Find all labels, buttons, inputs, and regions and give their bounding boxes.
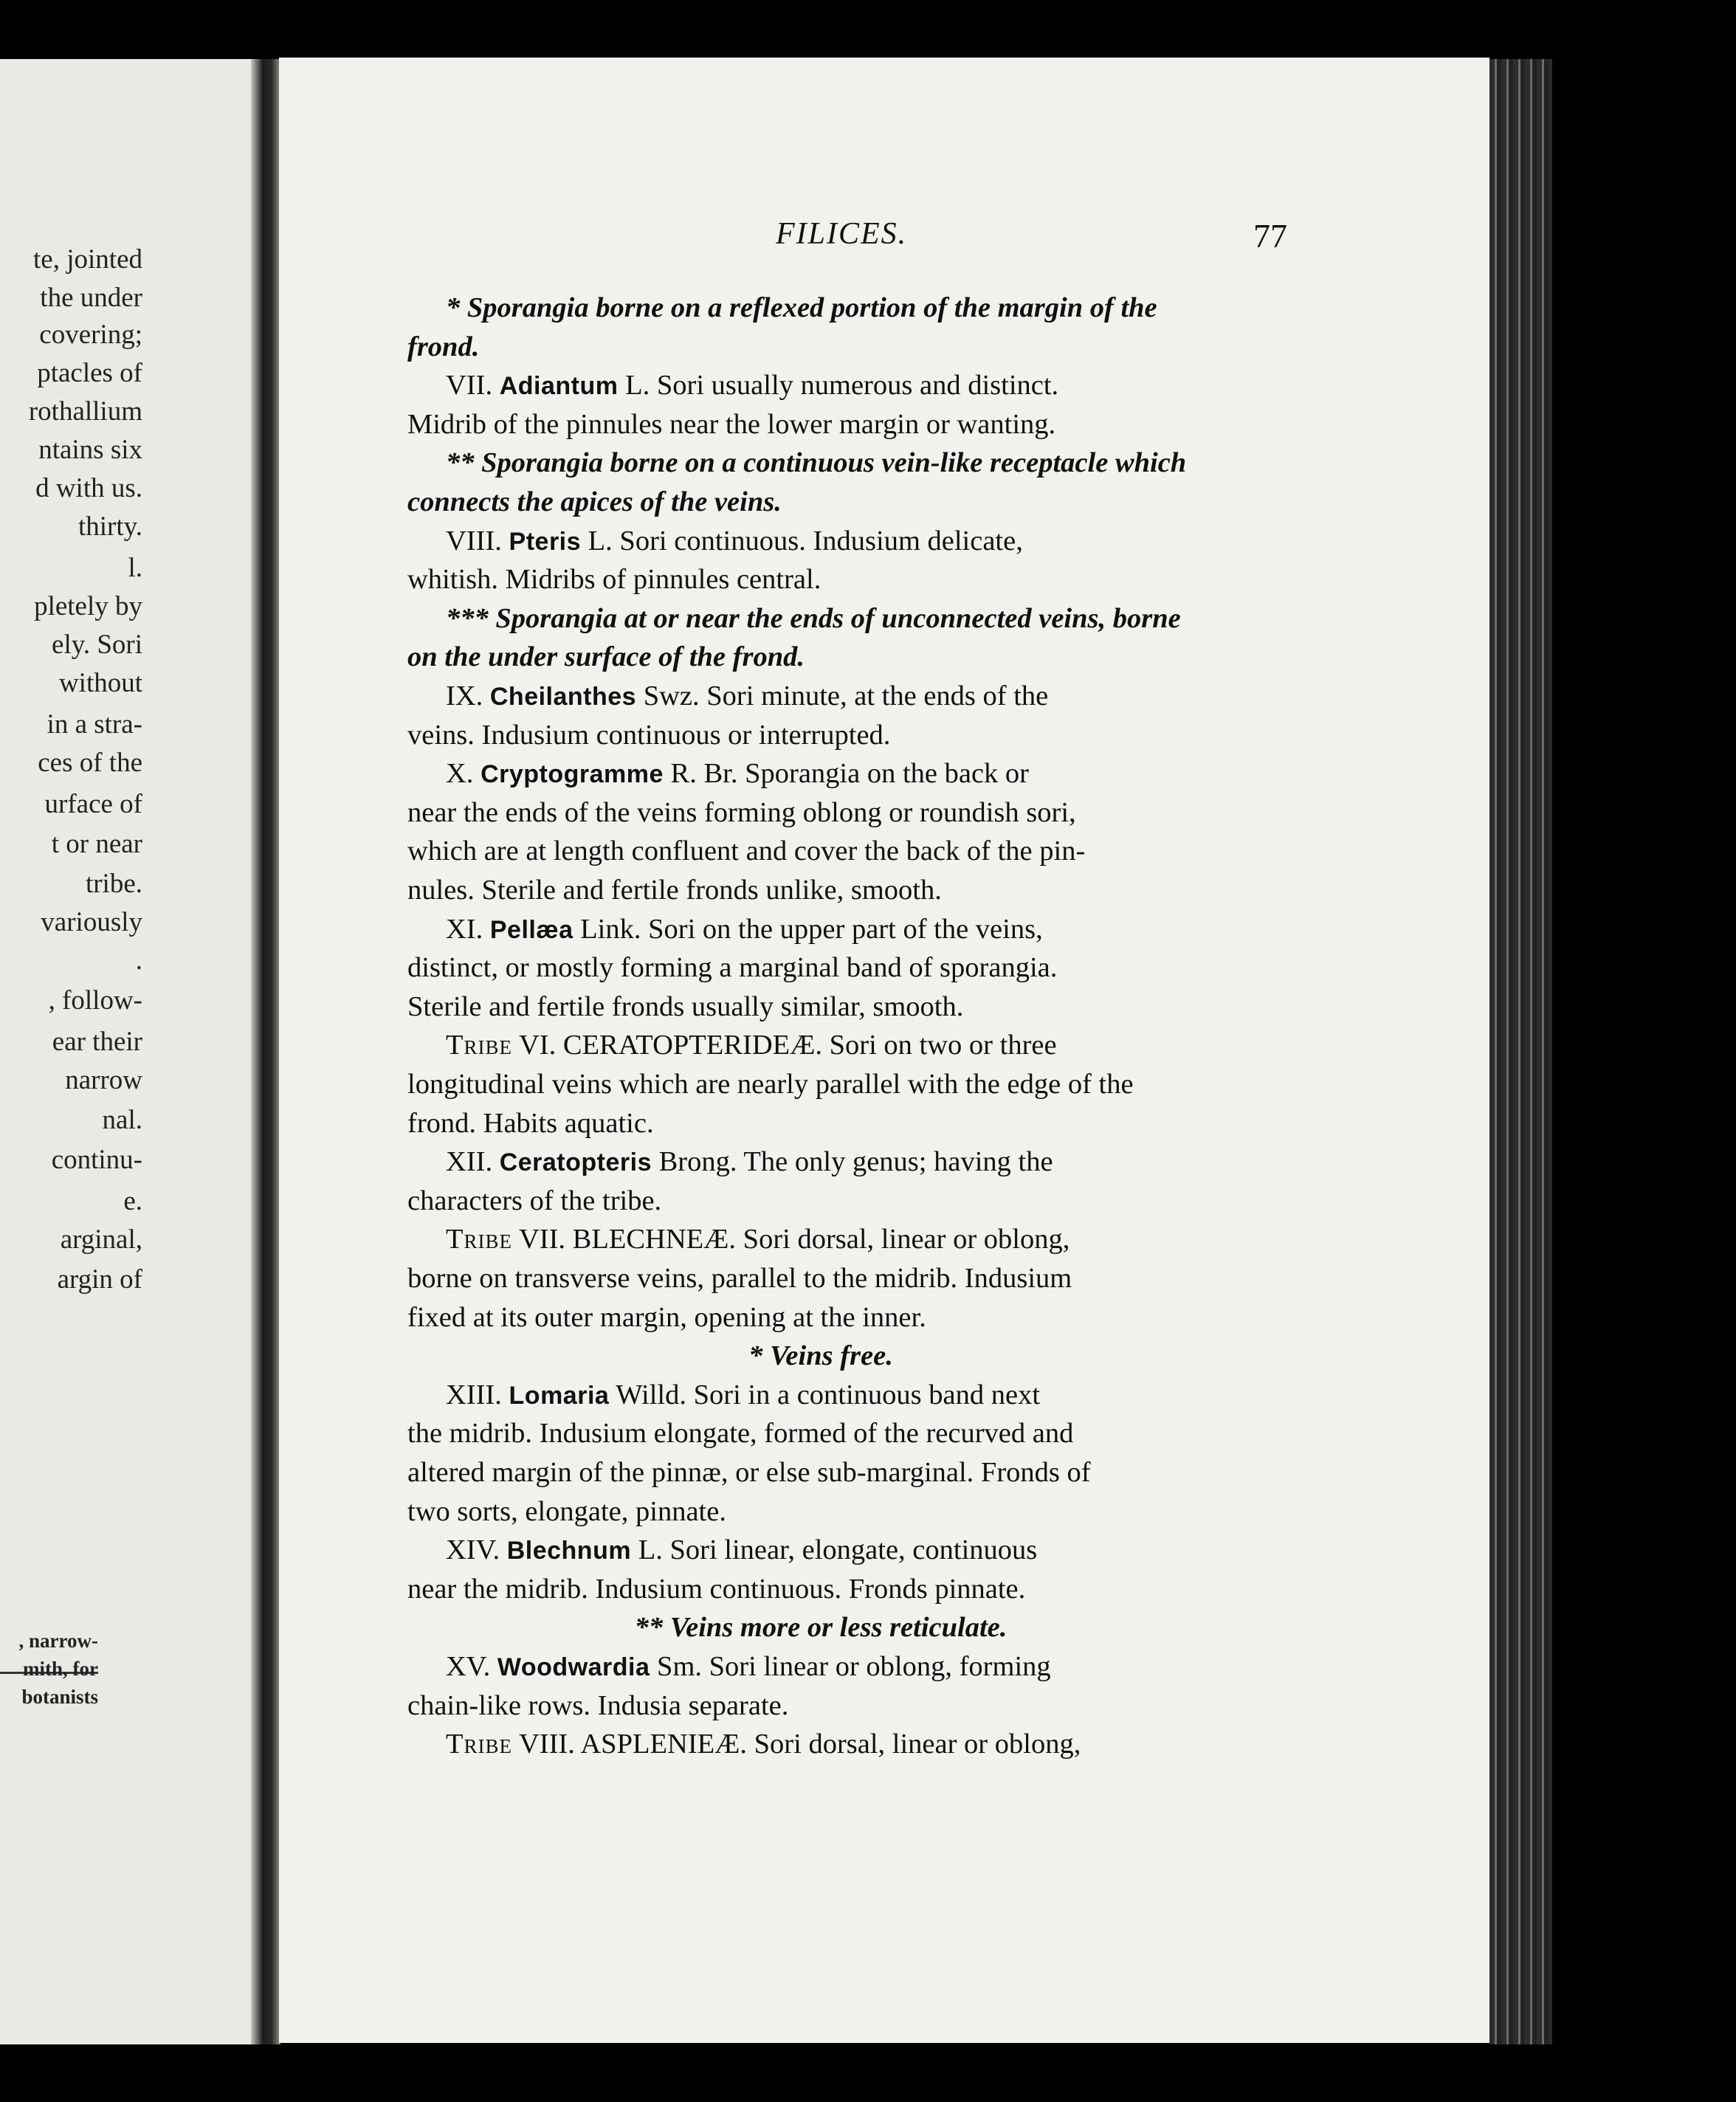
text-run: VII. bbox=[446, 370, 500, 402]
running-title: FILICES. bbox=[776, 217, 908, 251]
text-run: XV. bbox=[446, 1651, 497, 1682]
text-run: Willd. Sori in a continuous band next bbox=[609, 1379, 1041, 1410]
text-line bbox=[446, 1148, 1489, 1176]
text-line bbox=[446, 604, 1489, 633]
genus-name: Pellæa bbox=[489, 915, 574, 944]
text-run: *** Sporangia at or near the ends of unconnected veins, borne bbox=[446, 602, 1181, 634]
text-run: fixed at its outer margin, opening at the inner. bbox=[407, 1301, 926, 1333]
text-line bbox=[407, 837, 1489, 866]
previous-page-line: urface of bbox=[44, 789, 142, 819]
text-run: XIII. bbox=[446, 1379, 509, 1410]
previous-page-footnote-line: , narrow- bbox=[18, 1630, 98, 1652]
page-number: 77 bbox=[1253, 217, 1287, 255]
page-edges bbox=[1489, 59, 1552, 2044]
tribe-label: Tribe bbox=[446, 1030, 513, 1061]
tribe-label: Tribe bbox=[446, 1729, 513, 1760]
text-line bbox=[407, 721, 1489, 750]
text-line bbox=[446, 449, 1489, 478]
text-line bbox=[407, 1495, 1489, 1527]
text-run: veins. Indusium continuous or interrupted. bbox=[407, 719, 891, 751]
previous-page-line: narrow bbox=[65, 1065, 142, 1095]
text-run: L. Sori usually numerous and distinct. bbox=[618, 370, 1059, 402]
text-line bbox=[407, 1109, 1489, 1138]
text-line bbox=[407, 410, 1489, 439]
previous-page-line: t or near bbox=[51, 829, 142, 859]
book-page bbox=[279, 58, 1489, 2043]
genus-name: Ceratopteris bbox=[499, 1148, 652, 1177]
previous-page-footnote-line: botanists bbox=[21, 1686, 98, 1708]
text-run: VI. CERATOPTERIDEÆ. Sori on two or three bbox=[512, 1030, 1057, 1061]
genus-name: Blechnum bbox=[506, 1537, 632, 1565]
text-run: near the midrib. Indusium continuous. Fronds pinnate. bbox=[407, 1573, 1026, 1605]
text-run: distinct, or mostly forming a marginal band of sporangia. bbox=[407, 952, 1058, 984]
text-line bbox=[407, 1187, 1489, 1216]
text-line bbox=[446, 1225, 1489, 1254]
text-line bbox=[446, 1653, 1489, 1681]
text-line bbox=[407, 796, 1489, 828]
genus-name: Cryptogramme bbox=[480, 760, 664, 789]
text-run: L. Sori continuous. Indusium delicate, bbox=[581, 525, 1023, 556]
text-run: VIII. bbox=[446, 525, 509, 556]
text-run: Link. Sori on the upper part of the veins, bbox=[573, 913, 1043, 945]
previous-page-line: , follow- bbox=[48, 985, 142, 1016]
text-line bbox=[407, 333, 1489, 362]
previous-page-line: the under bbox=[40, 283, 142, 313]
text-run: on the under surface of the frond. bbox=[407, 641, 805, 673]
previous-page-line: ntains six bbox=[38, 435, 142, 465]
text-run: which are at length confluent and cover the back of the pin- bbox=[407, 835, 1086, 867]
text-line bbox=[407, 488, 1489, 517]
text-line bbox=[446, 1381, 1489, 1410]
previous-page-line: . bbox=[135, 945, 142, 976]
text-line bbox=[407, 565, 1489, 594]
previous-page-line: nal. bbox=[102, 1105, 142, 1135]
text-line bbox=[446, 371, 1489, 400]
text-line bbox=[446, 1730, 1489, 1759]
text-line bbox=[407, 876, 1489, 905]
text-run: frond. bbox=[407, 331, 480, 362]
genus-name: Pteris bbox=[509, 527, 582, 556]
genus-name: Adiantum bbox=[499, 372, 619, 401]
text-run: whitish. Midribs of pinnules central. bbox=[407, 564, 822, 596]
text-run: ** Sporangia borne on a continuous vein-like receptacle which bbox=[446, 447, 1187, 479]
text-line bbox=[407, 1070, 1489, 1099]
text-run: Brong. The only genus; having the bbox=[651, 1146, 1053, 1178]
text-run: two sorts, elongate, pinnate. bbox=[407, 1495, 726, 1527]
previous-page-line: argin of bbox=[57, 1264, 142, 1295]
text-line bbox=[446, 915, 1489, 944]
text-line bbox=[446, 1536, 1489, 1565]
text-run: Swz. Sori minute, at the ends of the bbox=[636, 680, 1049, 711]
previous-page-line: in a stra- bbox=[46, 709, 142, 740]
text-run: Sm. Sori linear or oblong, forming bbox=[650, 1651, 1051, 1682]
text-line bbox=[407, 1303, 1489, 1332]
text-run: the midrib. Indusium elongate, formed of the recurved and bbox=[407, 1418, 1074, 1450]
text-run: chain-like rows. Indusia separate. bbox=[407, 1689, 789, 1721]
text-run: L. Sori linear, elongate, continuous bbox=[631, 1534, 1038, 1566]
previous-page-line: rothallium bbox=[28, 396, 142, 427]
text-line bbox=[407, 954, 1489, 982]
text-run: connects the apices of the veins. bbox=[407, 486, 782, 517]
text-run: ** Veins more or less reticulate. bbox=[634, 1612, 1008, 1644]
text-run: XII. bbox=[446, 1146, 500, 1178]
text-run: * Sporangia borne on a reflexed portion of the margin of the bbox=[446, 292, 1157, 323]
text-run: VII. BLECHNEÆ. Sori dorsal, linear or oblong, bbox=[512, 1224, 1070, 1255]
text-run: X. bbox=[446, 758, 481, 790]
previous-page-line: arginal, bbox=[60, 1224, 142, 1255]
genus-name: Woodwardia bbox=[497, 1653, 650, 1681]
previous-page-line: continu- bbox=[51, 1145, 142, 1175]
text-line bbox=[446, 294, 1489, 323]
text-run: nules. Sterile and fertile fronds unlike, smooth. bbox=[407, 875, 942, 906]
text-line bbox=[446, 1031, 1489, 1060]
text-run: longitudinal veins which are nearly parallel with the edge of the bbox=[407, 1069, 1134, 1100]
text-line bbox=[407, 1419, 1489, 1448]
previous-page-line: pletely by bbox=[34, 591, 142, 621]
text-run: Sterile and fertile fronds usually similar, smooth. bbox=[407, 990, 964, 1022]
previous-page-line: thirty. bbox=[78, 511, 142, 542]
text-line bbox=[446, 759, 1489, 788]
text-run: XI. bbox=[446, 913, 490, 945]
previous-page-fragment bbox=[0, 59, 255, 2044]
text-line bbox=[407, 1689, 1489, 1721]
book-gutter bbox=[251, 59, 280, 2044]
text-run: frond. Habits aquatic. bbox=[407, 1107, 654, 1139]
text-run: characters of the tribe. bbox=[407, 1185, 662, 1216]
text-run: IX. bbox=[446, 680, 490, 711]
text-line bbox=[407, 1342, 1234, 1371]
text-line bbox=[446, 527, 1489, 556]
previous-page-line: d with us. bbox=[35, 473, 142, 503]
previous-page-line: without bbox=[58, 668, 142, 698]
text-line bbox=[407, 1458, 1489, 1487]
text-line bbox=[407, 643, 1489, 672]
previous-page-line: ces of the bbox=[38, 748, 142, 778]
previous-page-line: ely. Sori bbox=[52, 630, 142, 660]
genus-name: Cheilanthes bbox=[489, 683, 637, 711]
text-line bbox=[446, 682, 1489, 711]
previous-page-line: ptacles of bbox=[37, 358, 142, 388]
text-run: Midrib of the pinnules near the lower margin or wanting. bbox=[407, 408, 1056, 440]
text-run: XIV. bbox=[446, 1534, 507, 1566]
previous-page-line: l. bbox=[128, 553, 142, 583]
text-line bbox=[407, 1264, 1489, 1293]
text-line bbox=[407, 990, 1489, 1022]
text-line bbox=[407, 1575, 1489, 1604]
previous-page-line: covering; bbox=[39, 320, 142, 350]
text-run: R. Br. Sporangia on the back or bbox=[663, 758, 1029, 790]
previous-page-line: e. bbox=[123, 1186, 142, 1216]
previous-page-line: variously bbox=[41, 907, 142, 937]
text-run: near the ends of the veins forming oblong or roundish sori, bbox=[407, 796, 1076, 828]
text-run: VIII. ASPLENIEÆ. Sori dorsal, linear or oblong, bbox=[512, 1729, 1081, 1760]
previous-page-line: tribe. bbox=[85, 869, 142, 899]
text-line bbox=[407, 1613, 1234, 1642]
text-run: altered margin of the pinnæ, or else sub-marginal. Fronds of bbox=[407, 1457, 1091, 1488]
tribe-label: Tribe bbox=[446, 1224, 513, 1255]
previous-page-line: ear their bbox=[52, 1027, 142, 1057]
text-run: * Veins free. bbox=[748, 1340, 893, 1372]
previous-page-line: te, jointed bbox=[33, 244, 142, 275]
genus-name: Lomaria bbox=[509, 1381, 610, 1410]
text-run: borne on transverse veins, parallel to the midrib. Indusium bbox=[407, 1263, 1072, 1294]
previous-page-footnote-line: mith, for bbox=[23, 1658, 98, 1680]
